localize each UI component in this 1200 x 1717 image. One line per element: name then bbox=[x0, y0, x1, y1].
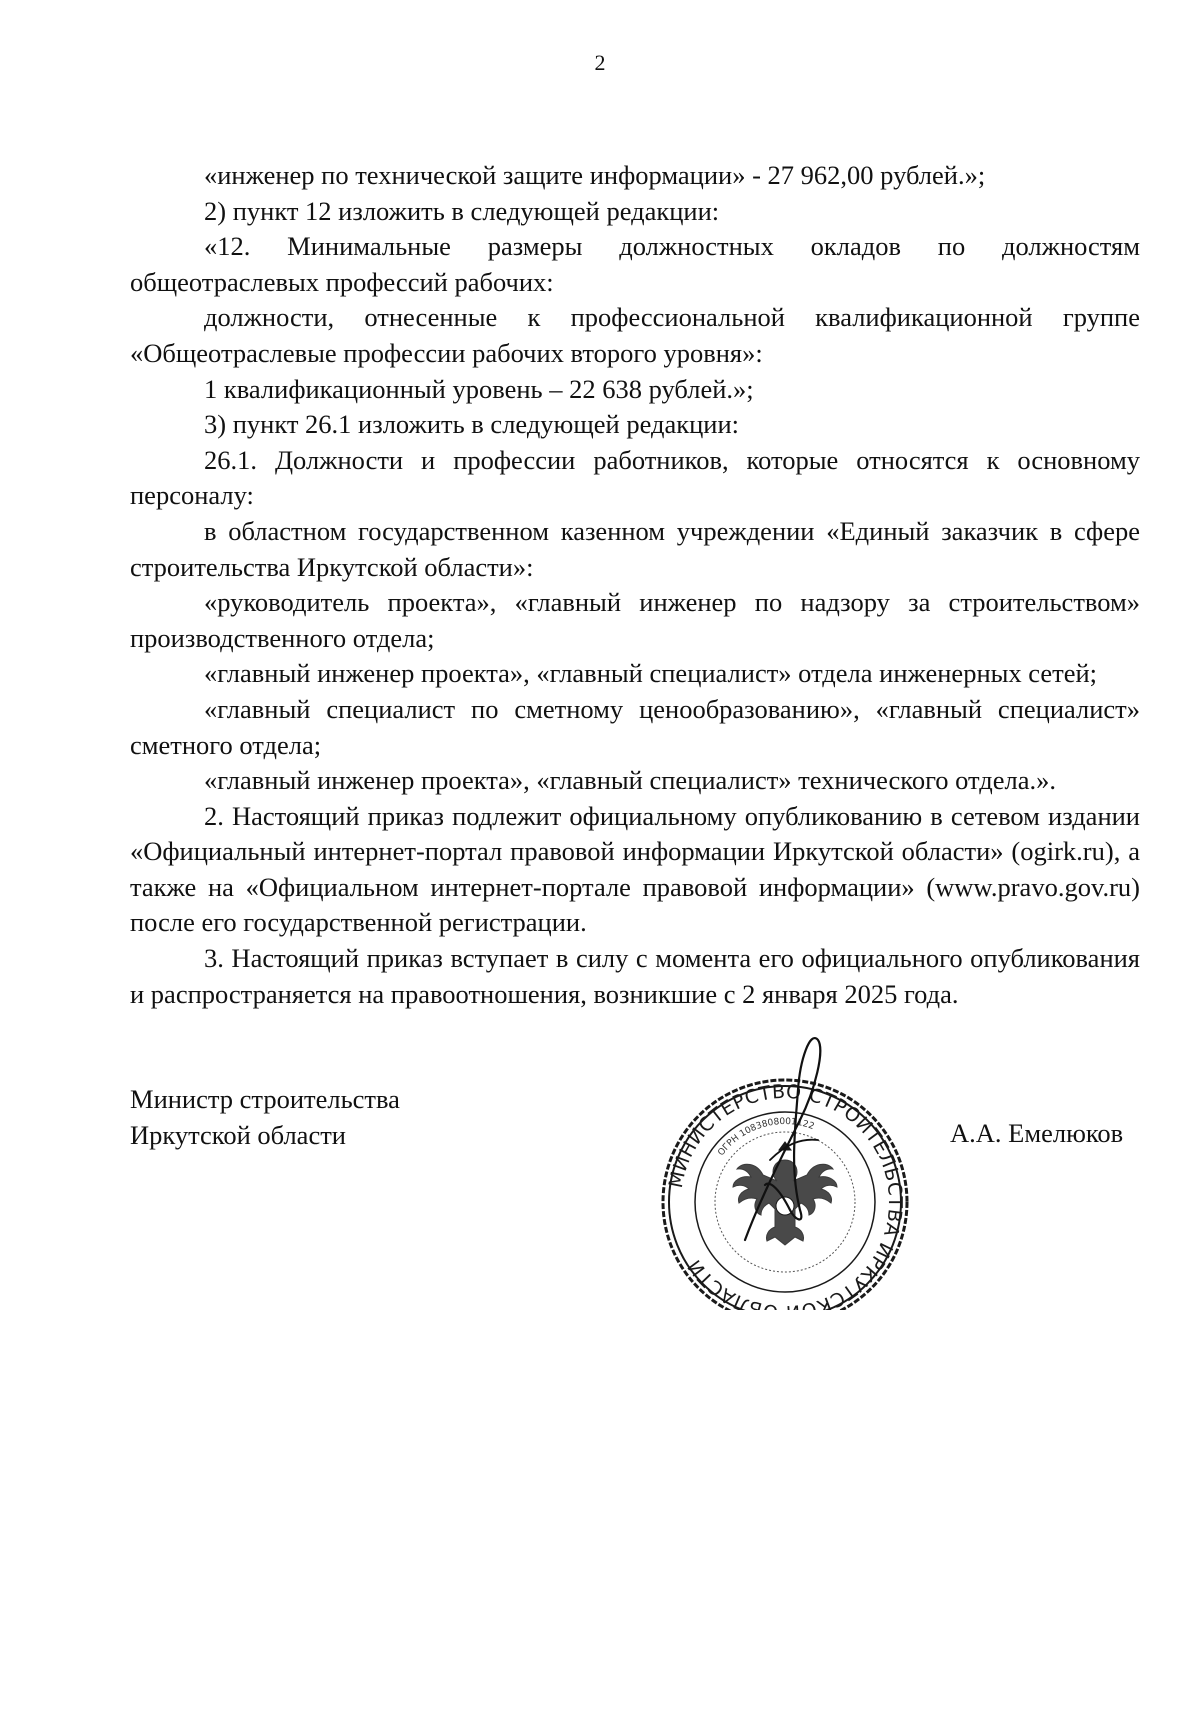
seal-inner-text: ОГРН 1083808001122 bbox=[716, 1116, 816, 1158]
signatory-position-line-2: Иркутской области bbox=[130, 1119, 346, 1150]
paragraph-3: «12. Минимальные размеры должностных окладов по должностям общеотраслевых профессий рабочих: bbox=[130, 231, 1140, 297]
paragraph-13: 2. Настоящий приказ подлежит официальному опубликованию в сетевом издании «Официальный интернет-портал правовой информации Иркутской области» (ogirk.ru), а также на «Официальном интернет-портале правовой информации» (www.pravo.gov.ru) после его государственной регистрации. bbox=[130, 800, 1140, 938]
paragraph-14: 3. Настоящий приказ вступает в силу с момента его официального опубликования и распространяется на правоотношения, возникшие с 2 января 2025 года. bbox=[130, 943, 1140, 1009]
paragraph-8: в областном государственном казенном учреждении «Единый заказчик в сфере строительства Иркутской области»: bbox=[130, 515, 1140, 582]
seal-graphic bbox=[650, 1010, 920, 1310]
paragraph-11: «главный специалист по сметному ценообразованию», «главный специалист» сметного отдела; bbox=[130, 693, 1140, 760]
paragraph-1: «инженер по технической защите информации» - 27 962,00 рублей.»; bbox=[204, 160, 986, 190]
page-number: 2 bbox=[594, 50, 606, 75]
paragraph-10: «главный инженер проекта», «главный специалист» отдела инженерных сетей; bbox=[204, 658, 1098, 689]
seal-outer-text: МИНИСТЕРСТВО СТРОИТЕЛЬСТВА ИРКУТСКО БЛАСТИ bbox=[664, 1080, 907, 1310]
paragraph-4: должности, отнесенные к профессиональной квалификационной группе «Общеотраслевые профессии рабочих второго уровня»: bbox=[130, 302, 1140, 368]
paragraph-2: 2) пункт 12 изложить в следующей редакции: bbox=[204, 195, 720, 226]
signatory-position bbox=[130, 1082, 400, 1153]
paragraph-12: «главный инженер проекта», «главный специалист» технического отдела.». bbox=[204, 765, 1057, 796]
paragraph-6: 3) пункт 26.1 изложить в следующей редакции: bbox=[204, 409, 740, 440]
official-seal bbox=[650, 1010, 920, 1310]
paragraph-5: 1 квалификационный уровень – 22 638 рублей.»; bbox=[204, 373, 754, 404]
signatory-position-line-1: Министр строительства bbox=[130, 1084, 400, 1114]
document-body bbox=[130, 158, 1140, 1012]
paragraph-9: «руководитель проекта», «главный инженер по надзору за строительством» производственного отдела; bbox=[130, 587, 1140, 653]
paragraph-7: 26.1. Должности и профессии работников, которые относятся к основному персоналу: bbox=[130, 444, 1140, 511]
signatory-name: А.А. Емелюков bbox=[950, 1118, 1124, 1148]
